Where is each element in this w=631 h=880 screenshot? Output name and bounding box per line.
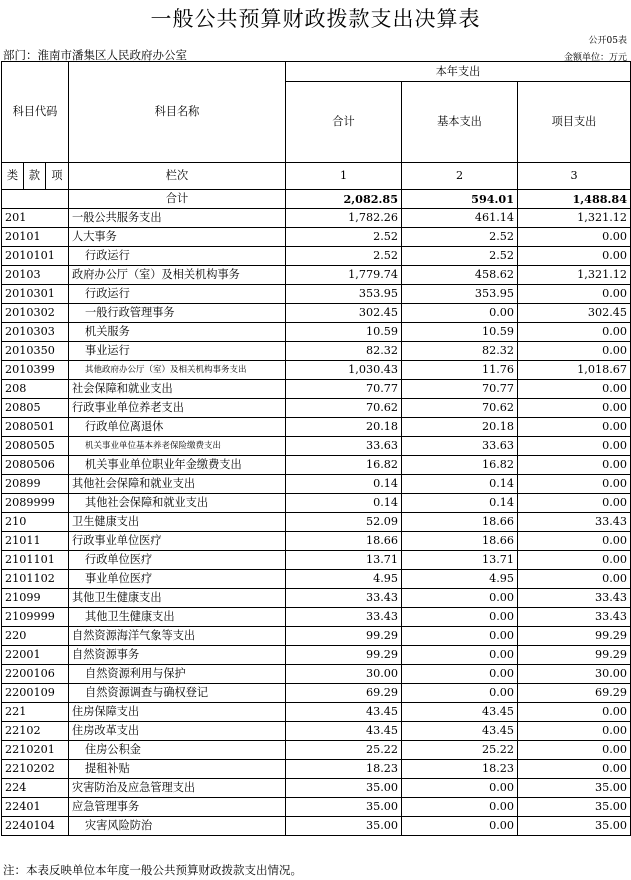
table-row — [2, 323, 631, 342]
row-basic: 0.00 — [402, 779, 518, 798]
row-name: 其他社会保障和就业支出 — [69, 494, 286, 513]
row-name: 住房保障支出 — [69, 703, 286, 722]
table-row — [2, 798, 631, 817]
row-name: 住房改革支出 — [69, 722, 286, 741]
row-name: 提租补贴 — [69, 760, 286, 779]
row-basic: 18.66 — [402, 513, 518, 532]
header-lei: 类 — [2, 163, 24, 190]
table-row — [2, 437, 631, 456]
total-row-basic: 594.01 — [402, 190, 518, 209]
row-name: 社会保障和就业支出 — [69, 380, 286, 399]
row-code: 2010350 — [2, 342, 69, 361]
row-project: 0.00 — [518, 247, 631, 266]
row-total: 2.52 — [286, 247, 402, 266]
row-code: 2010101 — [2, 247, 69, 266]
row-total: 69.29 — [286, 684, 402, 703]
table-row — [2, 760, 631, 779]
row-total: 33.43 — [286, 608, 402, 627]
row-project: 0.00 — [518, 323, 631, 342]
row-basic: 25.22 — [402, 741, 518, 760]
row-project: 0.00 — [518, 380, 631, 399]
row-project: 0.00 — [518, 532, 631, 551]
row-project: 0.00 — [518, 494, 631, 513]
row-name: 行政运行 — [69, 247, 286, 266]
row-project: 302.45 — [518, 304, 631, 323]
table-row — [2, 399, 631, 418]
row-code: 201 — [2, 209, 69, 228]
footnote: 注：本表反映单位本年度一般公共预算财政拨款支出情况。 — [3, 863, 302, 877]
row-name: 其他社会保障和就业支出 — [69, 475, 286, 494]
row-code: 2080505 — [2, 437, 69, 456]
row-total: 35.00 — [286, 817, 402, 836]
row-name: 人大事务 — [69, 228, 286, 247]
row-name: 灾害防治及应急管理支出 — [69, 779, 286, 798]
header-xiang: 项 — [46, 163, 69, 190]
row-basic: 0.00 — [402, 665, 518, 684]
row-project: 0.00 — [518, 741, 631, 760]
row-code: 2080506 — [2, 456, 69, 475]
table-row — [2, 285, 631, 304]
table-row — [2, 380, 631, 399]
row-basic: 43.45 — [402, 703, 518, 722]
row-code: 220 — [2, 627, 69, 646]
row-project: 33.43 — [518, 513, 631, 532]
row-name: 应急管理事务 — [69, 798, 286, 817]
row-project: 0.00 — [518, 437, 631, 456]
row-code: 20103 — [2, 266, 69, 285]
row-total: 99.29 — [286, 627, 402, 646]
table-row — [2, 418, 631, 437]
row-total: 25.22 — [286, 741, 402, 760]
table-row — [2, 513, 631, 532]
row-name: 行政单位医疗 — [69, 551, 286, 570]
row-total: 0.14 — [286, 494, 402, 513]
row-code: 2010303 — [2, 323, 69, 342]
header-code: 科目代码 — [2, 62, 69, 163]
row-basic: 82.32 — [402, 342, 518, 361]
expenditure-table — [1, 61, 631, 836]
row-name: 机关服务 — [69, 323, 286, 342]
row-code: 2109999 — [2, 608, 69, 627]
row-name: 其他卫生健康支出 — [69, 608, 286, 627]
table-row — [2, 209, 631, 228]
row-name: 行政事业单位养老支出 — [69, 399, 286, 418]
row-project: 0.00 — [518, 703, 631, 722]
row-basic: 353.95 — [402, 285, 518, 304]
form-number: 公开05表 — [588, 36, 627, 46]
row-basic: 33.63 — [402, 437, 518, 456]
table-row — [2, 589, 631, 608]
row-name: 其他政府办公厅（室）及相关机构事务支出 — [69, 361, 286, 380]
row-project: 0.00 — [518, 399, 631, 418]
total-row-code — [2, 190, 69, 209]
row-total: 35.00 — [286, 798, 402, 817]
row-total: 30.00 — [286, 665, 402, 684]
row-total: 70.77 — [286, 380, 402, 399]
table-row — [2, 779, 631, 798]
row-name: 自然资源事务 — [69, 646, 286, 665]
row-code: 2210202 — [2, 760, 69, 779]
row-code: 21099 — [2, 589, 69, 608]
row-total: 35.00 — [286, 779, 402, 798]
row-basic: 11.76 — [402, 361, 518, 380]
table-row — [2, 817, 631, 836]
row-basic: 10.59 — [402, 323, 518, 342]
row-basic: 0.00 — [402, 627, 518, 646]
row-total: 20.18 — [286, 418, 402, 437]
table-row — [2, 608, 631, 627]
row-code: 2010399 — [2, 361, 69, 380]
table-row — [2, 703, 631, 722]
table-row — [2, 247, 631, 266]
row-basic: 0.00 — [402, 589, 518, 608]
row-basic: 0.00 — [402, 798, 518, 817]
row-project: 69.29 — [518, 684, 631, 703]
row-basic: 0.00 — [402, 608, 518, 627]
table-row — [2, 456, 631, 475]
row-project: 0.00 — [518, 418, 631, 437]
table-row — [2, 646, 631, 665]
column-number-1: 1 — [286, 163, 402, 190]
row-code: 2010301 — [2, 285, 69, 304]
row-total: 33.63 — [286, 437, 402, 456]
row-name: 一般行政管理事务 — [69, 304, 286, 323]
row-total: 2.52 — [286, 228, 402, 247]
row-basic: 43.45 — [402, 722, 518, 741]
row-basic: 0.00 — [402, 684, 518, 703]
row-name: 自然资源利用与保护 — [69, 665, 286, 684]
row-total: 52.09 — [286, 513, 402, 532]
row-code: 22401 — [2, 798, 69, 817]
row-basic: 2.52 — [402, 228, 518, 247]
row-project: 0.00 — [518, 456, 631, 475]
row-code: 20805 — [2, 399, 69, 418]
table-row — [2, 361, 631, 380]
row-name: 机关事业单位职业年金缴费支出 — [69, 456, 286, 475]
table-row — [2, 570, 631, 589]
row-name: 灾害风险防治 — [69, 817, 286, 836]
row-name: 卫生健康支出 — [69, 513, 286, 532]
row-name: 自然资源调查与确权登记 — [69, 684, 286, 703]
header-total: 合计 — [286, 82, 402, 163]
table-row — [2, 228, 631, 247]
row-code: 2200106 — [2, 665, 69, 684]
header-name: 科目名称 — [69, 62, 286, 163]
row-project: 1,018.67 — [518, 361, 631, 380]
row-code: 224 — [2, 779, 69, 798]
row-project: 0.00 — [518, 551, 631, 570]
row-basic: 0.00 — [402, 817, 518, 836]
row-basic: 20.18 — [402, 418, 518, 437]
row-code: 2101102 — [2, 570, 69, 589]
row-basic: 0.14 — [402, 494, 518, 513]
table-row — [2, 551, 631, 570]
row-basic: 0.14 — [402, 475, 518, 494]
row-total: 43.45 — [286, 722, 402, 741]
row-total: 0.14 — [286, 475, 402, 494]
row-total: 43.45 — [286, 703, 402, 722]
total-row-project: 1,488.84 — [518, 190, 631, 209]
row-project: 33.43 — [518, 589, 631, 608]
row-code: 210 — [2, 513, 69, 532]
row-code: 208 — [2, 380, 69, 399]
row-code: 2200109 — [2, 684, 69, 703]
row-project: 35.00 — [518, 779, 631, 798]
table-row — [2, 627, 631, 646]
table-row — [2, 722, 631, 741]
row-total: 18.66 — [286, 532, 402, 551]
row-basic: 16.82 — [402, 456, 518, 475]
row-code: 2240104 — [2, 817, 69, 836]
row-code: 2010302 — [2, 304, 69, 323]
row-basic: 0.00 — [402, 304, 518, 323]
row-code: 2210201 — [2, 741, 69, 760]
row-total: 70.62 — [286, 399, 402, 418]
row-basic: 13.71 — [402, 551, 518, 570]
row-basic: 18.66 — [402, 532, 518, 551]
row-code: 21011 — [2, 532, 69, 551]
header-basic: 基本支出 — [402, 82, 518, 163]
row-basic: 70.77 — [402, 380, 518, 399]
row-code: 2089999 — [2, 494, 69, 513]
table-row — [2, 266, 631, 285]
row-project: 35.00 — [518, 798, 631, 817]
row-code: 22001 — [2, 646, 69, 665]
row-name: 行政运行 — [69, 285, 286, 304]
row-total: 33.43 — [286, 589, 402, 608]
row-name: 其他卫生健康支出 — [69, 589, 286, 608]
unit-label: 金额单位：万元 — [563, 53, 627, 63]
row-name: 一般公共服务支出 — [69, 209, 286, 228]
row-name: 行政单位离退休 — [69, 418, 286, 437]
row-basic: 70.62 — [402, 399, 518, 418]
row-total: 13.71 — [286, 551, 402, 570]
row-code: 20101 — [2, 228, 69, 247]
row-total: 1,782.26 — [286, 209, 402, 228]
row-total: 353.95 — [286, 285, 402, 304]
column-number-2: 2 — [402, 163, 518, 190]
row-code: 20899 — [2, 475, 69, 494]
header-project: 项目支出 — [518, 82, 631, 163]
row-name: 事业单位医疗 — [69, 570, 286, 589]
page-title: 一般公共预算财政拨款支出决算表 — [150, 7, 481, 31]
row-name: 政府办公厅（室）及相关机构事务 — [69, 266, 286, 285]
row-total: 16.82 — [286, 456, 402, 475]
column-row-label: 栏次 — [69, 163, 286, 190]
row-basic: 4.95 — [402, 570, 518, 589]
row-project: 0.00 — [518, 285, 631, 304]
row-name: 事业运行 — [69, 342, 286, 361]
header-kuan: 款 — [24, 163, 46, 190]
row-project: 1,321.12 — [518, 209, 631, 228]
row-project: 0.00 — [518, 475, 631, 494]
total-row-label: 合计 — [69, 190, 286, 209]
row-code: 2080501 — [2, 418, 69, 437]
row-basic: 18.23 — [402, 760, 518, 779]
row-code: 221 — [2, 703, 69, 722]
table-row — [2, 665, 631, 684]
row-name: 自然资源海洋气象等支出 — [69, 627, 286, 646]
row-total: 1,779.74 — [286, 266, 402, 285]
row-project: 99.29 — [518, 646, 631, 665]
row-code: 22102 — [2, 722, 69, 741]
department-label: 部门：淮南市潘集区人民政府办公室 — [3, 48, 187, 62]
row-total: 10.59 — [286, 323, 402, 342]
header-current-year: 本年支出 — [286, 62, 631, 82]
row-total: 302.45 — [286, 304, 402, 323]
row-total: 1,030.43 — [286, 361, 402, 380]
row-project: 0.00 — [518, 722, 631, 741]
total-row-total: 2,082.85 — [286, 190, 402, 209]
table-row — [2, 342, 631, 361]
row-project: 99.29 — [518, 627, 631, 646]
row-name: 住房公积金 — [69, 741, 286, 760]
row-basic: 458.62 — [402, 266, 518, 285]
table-row — [2, 532, 631, 551]
row-project: 1,321.12 — [518, 266, 631, 285]
row-basic: 0.00 — [402, 646, 518, 665]
table-row — [2, 741, 631, 760]
row-project: 0.00 — [518, 570, 631, 589]
row-name: 机关事业单位基本养老保险缴费支出 — [69, 437, 286, 456]
row-total: 18.23 — [286, 760, 402, 779]
row-basic: 2.52 — [402, 247, 518, 266]
table-row — [2, 475, 631, 494]
row-project: 35.00 — [518, 817, 631, 836]
table-row — [2, 304, 631, 323]
table-row — [2, 684, 631, 703]
row-project: 0.00 — [518, 760, 631, 779]
row-total: 99.29 — [286, 646, 402, 665]
row-code: 2101101 — [2, 551, 69, 570]
row-total: 82.32 — [286, 342, 402, 361]
column-number-3: 3 — [518, 163, 631, 190]
row-total: 4.95 — [286, 570, 402, 589]
row-project: 0.00 — [518, 342, 631, 361]
row-project: 33.43 — [518, 608, 631, 627]
table-row — [2, 494, 631, 513]
row-project: 30.00 — [518, 665, 631, 684]
row-project: 0.00 — [518, 228, 631, 247]
row-name: 行政事业单位医疗 — [69, 532, 286, 551]
row-basic: 461.14 — [402, 209, 518, 228]
